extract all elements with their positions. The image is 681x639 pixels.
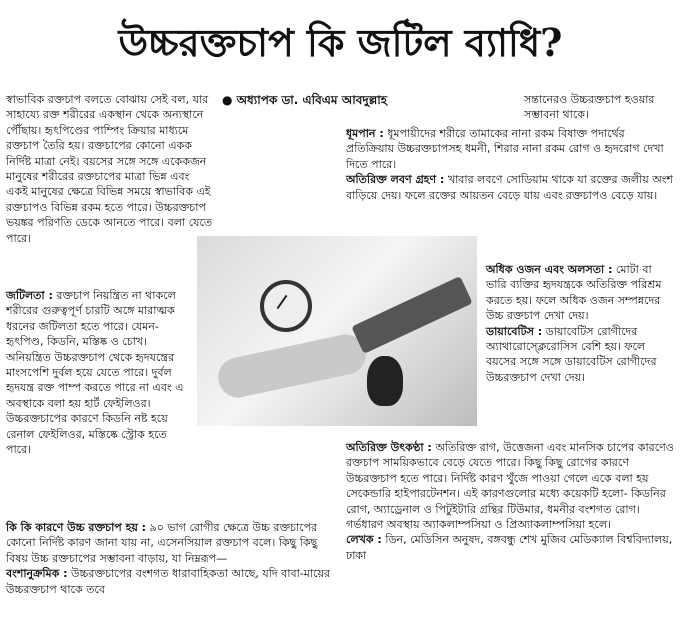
heredity-heading: বংশানুক্রমিক : <box>6 567 68 581</box>
article-headline: উচ্চরক্তচাপ কি জটিল ব্যাধি? <box>118 20 563 65</box>
writer-text: ডিন, মেডিসিন অনুষদ, বঙ্গবন্ধু শেখ মুজিব মেডিক্যাল বিশ্ববিদ্যালয়, ঢাকা <box>346 533 673 562</box>
smoking-salt-section <box>346 126 674 203</box>
anxiety-heading: অতিরিক্ত উৎকণ্ঠা : <box>346 441 432 454</box>
bp-cuff-shape <box>351 276 472 354</box>
right-top-text: সন্তানেরও উচ্চরক্তচাপ হওয়ার সম্ভাবনা থাকে। <box>524 93 655 122</box>
causes-section <box>6 520 336 597</box>
right-column-top <box>524 92 674 123</box>
complications-section <box>6 288 194 457</box>
left-column-intro <box>6 92 214 246</box>
diabetes-text: ডায়াবেটিস রোগীদের অ্যাথারোস্ক্লেরোসিস বেশি হয়। ফলে বয়সের সঙ্গে সঙ্গে ডায়াবেটিস রোগীদের উচ্চরক্তচাপ দেখা দেয়। <box>486 324 657 384</box>
intro-paragraph: স্বাভাবিক রক্তচাপ বলতে বোঝায় সেই বল, যার সাহায্যে রক্ত শরীরের একস্থান থেকে অন্যস্থানে পৌঁছায়। হৃৎপিণ্ডের পাম্পিং ক্রিয়ার মাধ্যমে রক্তচাপ তৈরি হয়। রক্তচাপের কোনো একক নির্দিষ্ট মাত্রা নেই। বয়সের সঙ্গে সঙ্গে একেকজন মানুষের শরীরের রক্তচাপের মাত্রা ভিন্ন এবং একই মানুষের ক্ষেত্রে বিভিন্ন সময়ে স্বাভাবিক এই রক্তচাপও বিভিন্ন রকম হতে পারে। উচ্চরক্তচাপ ভয়ঙ্কর পরিণতি ডেকে আনতে পারে। বলা যেতে পারে। <box>6 93 213 245</box>
weight-heading: অধিক ওজন এবং অলসতা : <box>486 263 613 276</box>
complications-heading: জটিলতা : <box>6 289 53 302</box>
smoking-heading: ধূমপান : <box>346 127 384 140</box>
anxiety-text: অতিরিক্ত রাগ, উত্তেজনা এবং মানসিক চাপের কারণেও রক্তচাপ সাময়িকভাবে বেড়ে যেতে পারে। কিছু কিছু রোগের কারণে উচ্চরক্তচাপ হতে পারে। নির্দিষ্ট কারণ খুঁজে পাওয়া গেলে একে বলা হয় সেকেন্ডারি হাইপারটেনশন। এই কারণগুলোর মধ্যে কয়েকটি হলো- কিডনির রোগ, অ্যাড্রেনাল ও পিটুইটারি গ্রন্থির টিউমার, ধমনীর বংশগত রোগ। গর্ভধারণ অবস্থায় অ্যাকলাম্পসিয়া ও প্রিঅ্যাকলাম্পসিয়া হলে। <box>346 441 674 532</box>
salt-text: খাবার লবণে সোডিয়াম থাকে যা রক্তের জলীয় অংশ বাড়িয়ে দেয়। ফলে রক্তের আয়তন বেড়ে যায় এবং রক্তচাপও বেড়ে যায়। <box>346 173 674 202</box>
weight-text: মোটা বা ভারি ব্যক্তির হৃদযন্ত্রকে অতিরিক্ত পরিশ্রম করতে হয়। ফলে অধিক ওজন সম্পন্নদের উচ্চ রক্তচাপ দেখা দেয়। <box>486 263 662 323</box>
weight-diabetes-section <box>486 262 674 385</box>
anxiety-writer-section <box>346 440 674 563</box>
gauge-icon <box>260 280 312 332</box>
salt-heading: অতিরিক্ত লবণ গ্রহণ : <box>346 173 445 187</box>
pump-bulb-icon <box>367 356 403 406</box>
complications-text: রক্তচাপ নিয়ন্ত্রিত না থাকলে শরীরের গুরুত্বপূর্ণ চারটি অঙ্গে মারাত্মক ধরনের জটিলতা হতে পারে। যেমন- হৃৎপিণ্ড, কিডনি, মস্তিষ্ক ও চোখ। অনিয়ন্ত্রিত উচ্চরক্তচাপ থেকে হৃদযন্ত্রের মাংসপেশি দুর্বল হয়ে যেতে পারে। দুর্বল হৃদযন্ত্র রক্ত পাম্প করতে পারে না এবং এ অবস্থাকে বলা হয় হার্ট ফেইলিওর। উচ্চরক্তচাপের কারণে কিডনি নষ্ট হয়ে রেনাল ফেইলিওর, মস্তিষ্কে স্ট্রোক হতে পারে। <box>6 289 184 457</box>
blood-pressure-photo <box>197 236 477 426</box>
byline: ● অধ্যাপক ডা. এবিএম আবদুল্লাহ <box>222 93 388 107</box>
arm-shape <box>214 331 369 401</box>
causes-text: ৯০ ভাগ রোগীর ক্ষেত্রে উচ্চ রক্তচাপের কোনো নির্দিষ্ট কারণ জানা যায় না, এসেনসিয়াল রক্তচাপ বলে। কিছু কিছু বিষয় উচ্চ রক্তচাপের সম্ভাবনা বাড়ায়, যা নিম্নরূপ— <box>6 521 318 565</box>
smoking-text: ধূমপায়ীদের শরীরে তামাকের নানা রকম বিষাক্ত পদার্থের প্রতিক্রিয়ায় উচ্চরক্তচাপসহ ধমনী, শিরার নানা রকম রোগ ও হৃদরোগ দেখা দিতে পারে। <box>346 127 664 171</box>
heredity-text: উচ্চরক্তচাপের বংশগত ধারাবাহিকতা আছে, যদি বাবা-মায়ের উচ্চরক্তচাপ থাকে তবে <box>6 567 330 596</box>
diabetes-heading: ডায়াবেটিস : <box>486 324 543 338</box>
author-name: অধ্যাপক ডা. এবিএম আবদুল্লাহ <box>236 93 388 107</box>
writer-heading: লেখক : <box>346 533 382 547</box>
causes-heading: কি কি কারণে উচ্চ রক্তচাপ হয় : <box>6 521 147 534</box>
